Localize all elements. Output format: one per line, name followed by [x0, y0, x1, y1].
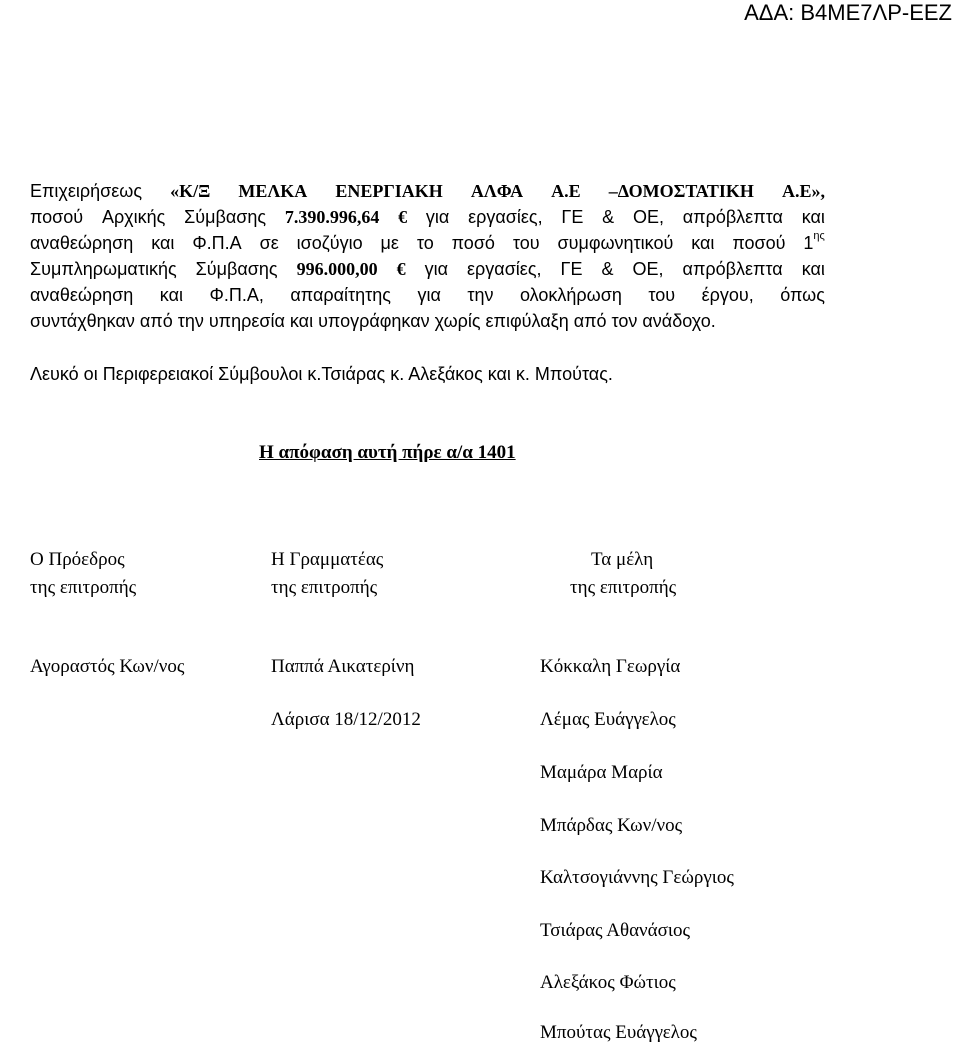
word: του [648, 285, 676, 305]
word: και [801, 259, 825, 279]
word: ισοζύγιο [296, 233, 363, 253]
ordinal-number: 1 [803, 233, 814, 253]
paragraph-line-5 [30, 282, 825, 308]
secretary-sub: της επιτροπής [271, 577, 378, 598]
ordinal-suffix: ης [813, 230, 825, 242]
word: ΜΕΛΚΑ [238, 181, 308, 201]
members-sub: της επιτροπής [570, 577, 677, 598]
word: ποσό [451, 233, 495, 253]
word: ΓΕ [561, 207, 584, 227]
word: ΓΕ [560, 259, 583, 279]
word: με [380, 233, 399, 253]
word: Α.Ε [551, 181, 581, 201]
word: ποσού [732, 233, 786, 253]
word: ΟΕ, [632, 207, 664, 227]
word: και [801, 207, 825, 227]
place-date: Λάρισα 18/12/2012 [271, 709, 421, 730]
word: για [424, 259, 449, 279]
word: 996.000,00 [296, 259, 378, 279]
paragraph-line-4 [30, 256, 825, 282]
member-name: Τσιάρας Αθανάσιος [540, 920, 690, 941]
word: εργασίες, [467, 259, 542, 279]
euro-sign: € [398, 207, 408, 227]
word: αναθεώρηση [30, 233, 134, 253]
word: Φ.Π.Α [192, 233, 242, 253]
word: Σύμβασης [195, 259, 278, 279]
word: την [467, 285, 494, 305]
president-name: Αγοραστός Κων/νος [30, 656, 185, 677]
word: –ΔΟΜΟΣΤΑΤΙΚΗ [608, 181, 754, 201]
member-name: Αλεξάκος Φώτιος [540, 972, 676, 993]
word: Α.Ε», [781, 181, 825, 201]
president-sub: της επιτροπής [30, 577, 137, 598]
word: για [425, 207, 450, 227]
member-name: Μπούτας Ευάγγελος [540, 1022, 697, 1043]
word: ποσού [30, 207, 84, 227]
secretary-title: Η Γραμματέας [271, 549, 384, 570]
word: Συμπληρωματικής [30, 259, 177, 279]
member-name: Μαμάρα Μαρία [540, 762, 663, 783]
word: ΟΕ, [632, 259, 664, 279]
word: του [512, 233, 540, 253]
blank-vote-note: Λευκό οι Περιφερειακοί Σύμβουλοι κ.Τσιάρας κ. Αλεξάκος και κ. Μπούτας. [30, 364, 613, 384]
word: & [602, 207, 615, 227]
secretary-name: Παππά Αικατερίνη [271, 656, 415, 677]
paragraph-line-2 [30, 204, 825, 230]
word: Αρχικής [101, 207, 166, 227]
paragraph-line-3 [30, 230, 825, 256]
word: έργου, [701, 285, 754, 305]
word: Σύμβασης [184, 207, 267, 227]
ordinal [803, 230, 824, 256]
president-title: Ο Πρόεδρος [30, 549, 125, 570]
members-title: Τα μέλη [591, 549, 654, 570]
body-paragraph [30, 178, 825, 334]
word: όπως [780, 285, 825, 305]
member-name: Μπάρδας Κων/νος [540, 815, 683, 836]
word: για [417, 285, 441, 305]
word: σε [259, 233, 279, 253]
word: ΕΝΕΡΓΙΑΚΗ [335, 181, 443, 201]
euro-sign: € [396, 259, 406, 279]
paragraph-line-1 [30, 178, 825, 204]
ada-code: ΑΔΑ: Β4ΜΕ7ΛΡ-ΕΕΖ [744, 0, 952, 25]
word: και [691, 233, 715, 253]
word: και [151, 233, 175, 253]
word: απαραίτητης [290, 285, 391, 305]
word: εργασίες, [468, 207, 543, 227]
word: Επιχειρήσεως [30, 181, 143, 201]
word: ολοκλήρωση [520, 285, 622, 305]
word: Φ.Π.Α, [209, 285, 264, 305]
member-name: Κόκκαλη Γεωργία [540, 656, 681, 677]
word: συμφωνητικού [557, 233, 674, 253]
word: το [416, 233, 434, 253]
member-name: Καλτσογιάννης Γεώργιος [540, 867, 734, 888]
member-name: Λέμας Ευάγγελος [540, 709, 676, 730]
word: & [601, 259, 614, 279]
decision-statement: Η απόφαση αυτή πήρε α/α 1401 [259, 442, 516, 463]
word: απρόβλεπτα [682, 259, 783, 279]
word: απρόβλεπτα [682, 207, 783, 227]
word: 7.390.996,64 [284, 207, 380, 227]
word: αναθεώρηση [30, 285, 134, 305]
word: και [159, 285, 183, 305]
word: ΑΛΦΑ [470, 181, 524, 201]
word: «Κ/Ξ [170, 181, 211, 201]
paragraph-line-6: συντάχθηκαν από την υπηρεσία και υπογράφηκαν χωρίς επιφύλαξη από τον ανάδοχο. [30, 311, 716, 331]
